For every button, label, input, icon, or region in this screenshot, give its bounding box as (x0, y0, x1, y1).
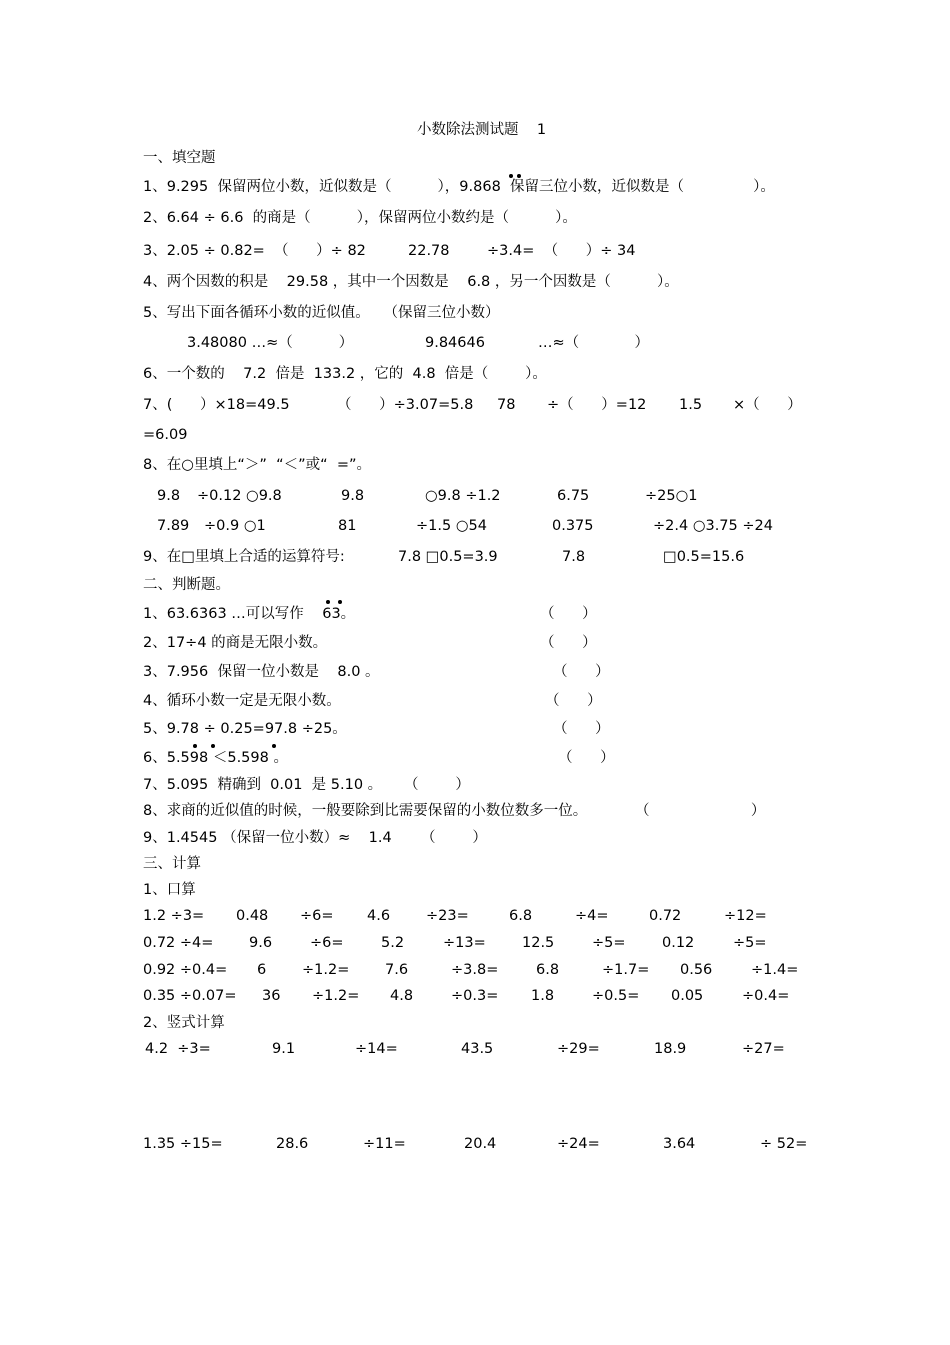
oral-calc-cell: 0.35 ÷0.07= (143, 988, 237, 1004)
oral-calc-cell: 4.8 (390, 988, 414, 1004)
section-2-heading: 二、判断题。 (143, 577, 230, 593)
oral-calc-cell: 1.2 ÷3= (143, 908, 205, 924)
oral-calc-cell: ÷0.5= (592, 988, 640, 1004)
oral-calc-cell: 0.05 (671, 988, 704, 1004)
compare-item: ÷0.9 ○1 (204, 518, 266, 534)
oral-calc-cell: ÷1.4= (751, 962, 799, 978)
oral-calc-cell: 0.56 (680, 962, 713, 978)
judge-item: 5、9.78 ÷ 0.25=97.8 ÷25。 (143, 721, 347, 737)
judge-bracket: （ ） (421, 830, 487, 846)
question-2: 2、6.64 ÷ 6.6 的商是（ ），保留两位小数约是（ ）。 (143, 210, 577, 226)
question-7-part-a: 7、( ）×18=49.5 (143, 397, 290, 413)
compare-item: 0.375 (552, 518, 594, 534)
repeat-dot (272, 744, 276, 748)
section-1-heading: 一、填空题 (143, 150, 216, 166)
oral-calc-cell: 0.72 ÷4= (143, 935, 214, 951)
judge-bracket: （ ） (540, 635, 597, 651)
question-9-number: 7.8 (562, 549, 586, 565)
oral-calc-cell: 0.92 ÷0.4= (143, 962, 228, 978)
compare-item: 9.8 (341, 488, 365, 504)
oral-calc-cell: 7.6 (385, 962, 409, 978)
oral-calc-cell: 12.5 (522, 935, 555, 951)
vertical-calc-cell: ÷14= (355, 1041, 398, 1057)
oral-calc-cell: 4.6 (367, 908, 391, 924)
question-9-eq-b: □0.5=15.6 (663, 549, 745, 565)
question-5-item-b-bracket: …≈（ ） (538, 335, 649, 351)
oral-calc-cell: ÷6= (310, 935, 344, 951)
question-7-part-b: （ ）÷3.07=5.8 (337, 397, 474, 413)
judge-bracket: （ ） (635, 803, 766, 819)
judge-bracket: （ ） (558, 750, 615, 766)
vertical-calc-cell: ÷29= (557, 1041, 600, 1057)
question-7-number: 78 (497, 397, 516, 413)
oral-calc-cell: ÷1.7= (602, 962, 650, 978)
vertical-calc-cell: 3.64 (663, 1136, 696, 1152)
question-4: 4、两个因数的积是 29.58 ，其中一个因数是 6.8 ，另一个因数是（ ）。 (143, 274, 679, 290)
oral-calc-cell: 6 (257, 962, 267, 978)
compare-item: 81 (338, 518, 357, 534)
judge-item: 1、63.6363 …可以写作 63。 (143, 606, 356, 622)
repeat-dot (211, 744, 215, 748)
question-3-part-a: 3、2.05 ÷ 0.82= （ ）÷ 82 (143, 243, 366, 259)
vertical-calc-cell: 20.4 (464, 1136, 497, 1152)
oral-calc-cell: 6.8 (536, 962, 560, 978)
oral-calc-cell: 36 (262, 988, 281, 1004)
oral-calc-cell: 6.8 (509, 908, 533, 924)
oral-calc-cell: 5.2 (381, 935, 405, 951)
repeat-dot (338, 600, 342, 604)
question-3-part-b: ÷3.4= （ ）÷ 34 (487, 243, 636, 259)
oral-calc-cell: 0.12 (662, 935, 695, 951)
vertical-calc-cell: 43.5 (461, 1041, 494, 1057)
oral-calc-cell: ÷13= (443, 935, 486, 951)
oral-calc-cell: ÷23= (426, 908, 469, 924)
oral-calc-cell: ÷5= (592, 935, 626, 951)
oral-calc-cell: ÷6= (300, 908, 334, 924)
judge-item: 6、5.598 ＜5.598 。 (143, 750, 288, 766)
judge-item: 9、1.4545 （保留一位小数）≈ 1.4 (143, 830, 392, 846)
oral-calc-cell: ÷12= (724, 908, 767, 924)
compare-item: ÷0.12 ○9.8 (197, 488, 282, 504)
compare-item: ÷25○1 (645, 488, 698, 504)
judge-bracket: （ ） (545, 693, 602, 709)
compare-item: ÷1.5 ○54 (416, 518, 487, 534)
judge-bracket: （ ） (540, 606, 597, 622)
oral-calc-heading: 1、口算 (143, 882, 196, 898)
repeat-dot (509, 174, 513, 178)
vertical-calc-cell: 18.9 (654, 1041, 687, 1057)
judge-item: 7、5.095 精确到 0.01 是 5.10 。 (143, 777, 383, 793)
vertical-calc-cell: ÷27= (742, 1041, 785, 1057)
oral-calc-cell: 0.72 (649, 908, 682, 924)
oral-calc-cell: ÷5= (733, 935, 767, 951)
question-7-part-d: ×（ ） (733, 397, 802, 413)
vertical-calc-cell: ÷11= (363, 1136, 406, 1152)
oral-calc-cell: 1.8 (531, 988, 555, 1004)
judge-bracket: （ ） (553, 664, 610, 680)
vertical-calc-cell: 4.2 ÷3= (145, 1041, 211, 1057)
oral-calc-cell: 0.48 (236, 908, 269, 924)
question-6: 6、一个数的 7.2 倍是 133.2 ，它的 4.8 倍是（ ）。 (143, 366, 547, 382)
question-3-number: 22.78 (408, 243, 450, 259)
oral-calc-cell: ÷1.2= (312, 988, 360, 1004)
oral-calc-cell: ÷0.4= (742, 988, 790, 1004)
question-9-eq-a: 7.8 □0.5=3.9 (398, 549, 498, 565)
oral-calc-cell: ÷1.2= (302, 962, 350, 978)
vertical-calc-cell: 9.1 (272, 1041, 296, 1057)
compare-item: 7.89 (157, 518, 190, 534)
question-1: 1、9.295 保留两位小数，近似数是（ ），9.868 保留三位小数，近似数是（ ）。 (143, 179, 775, 195)
question-5-item-b: 9.84646 (425, 335, 485, 351)
compare-item: ÷2.4 ○3.75 ÷24 (653, 518, 773, 534)
question-7-continuation: =6.09 (143, 427, 188, 443)
repeat-dot (326, 600, 330, 604)
vertical-calc-cell: 1.35 ÷15= (143, 1136, 223, 1152)
judge-item: 8、求商的近似值的时候，一般要除到比需要保留的小数位数多一位。 (143, 803, 588, 819)
section-3-heading: 三、计算 (143, 856, 201, 872)
oral-calc-cell: ÷4= (575, 908, 609, 924)
vertical-calc-heading: 2、竖式计算 (143, 1015, 225, 1031)
judge-bracket: （ ） (553, 721, 610, 737)
repeat-dot (517, 174, 521, 178)
compare-item: 6.75 (557, 488, 590, 504)
oral-calc-cell: 9.6 (249, 935, 273, 951)
page-title: 小数除法测试题 1 (417, 122, 547, 138)
judge-bracket: （ ） (404, 777, 470, 793)
question-5: 5、写出下面各循环小数的近似值。 （保留三位小数） (143, 305, 500, 321)
question-8: 8、在○里填上“＞” “＜”或“ =”。 (143, 457, 372, 473)
repeat-dot (193, 744, 197, 748)
question-7-part-c: ÷（ ）=12 (547, 397, 647, 413)
compare-item: ○9.8 ÷1.2 (425, 488, 501, 504)
question-5-item-a: 3.48080 …≈（ ） (187, 335, 354, 351)
vertical-calc-cell: ÷24= (557, 1136, 600, 1152)
judge-item: 4、循环小数一定是无限小数。 (143, 693, 341, 709)
judge-item: 2、17÷4 的商是无限小数。 (143, 635, 328, 651)
oral-calc-cell: ÷0.3= (451, 988, 499, 1004)
vertical-calc-cell: ÷ 52= (760, 1136, 808, 1152)
question-7-number-2: 1.5 (679, 397, 703, 413)
vertical-calc-cell: 28.6 (276, 1136, 309, 1152)
compare-item: 9.8 (157, 488, 181, 504)
question-9: 9、在□里填上合适的运算符号: (143, 549, 345, 565)
oral-calc-cell: ÷3.8= (451, 962, 499, 978)
judge-item: 3、7.956 保留一位小数是 8.0 。 (143, 664, 380, 680)
